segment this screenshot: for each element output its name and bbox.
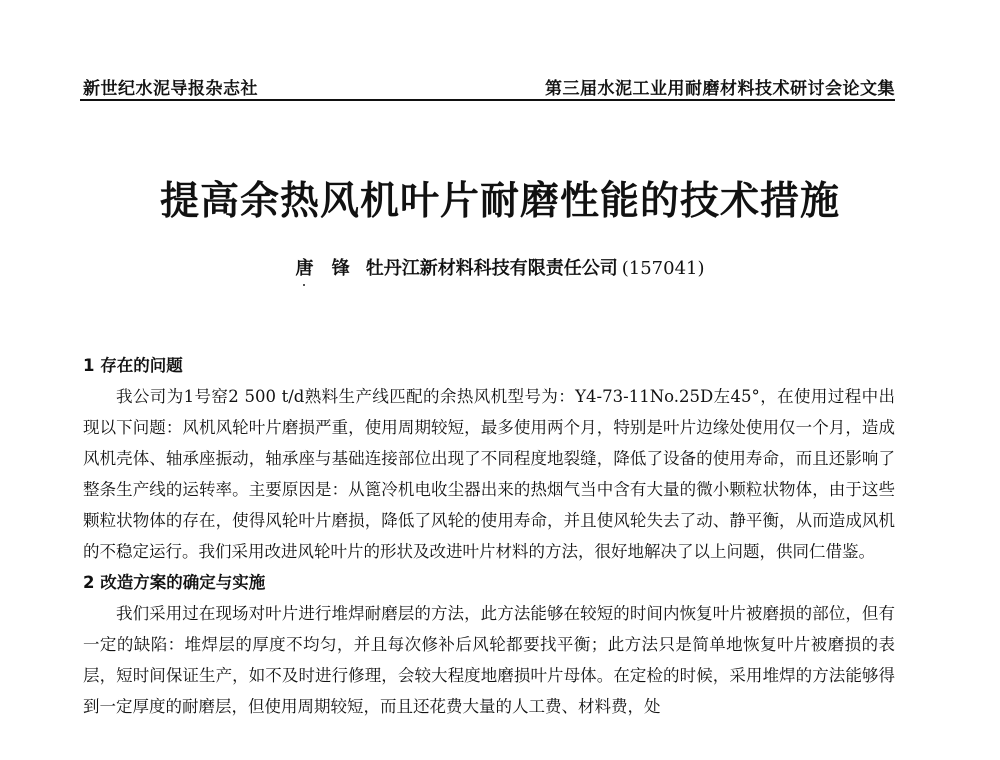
postal-code: (157041) (621, 258, 705, 279)
section-heading-problems: 1 存在的问题 (83, 356, 183, 375)
running-header-publisher: 新世纪水泥导报杂志社 (83, 79, 258, 99)
author-affiliation: 牡丹江新材料科技有限责任公司 (365, 258, 618, 279)
section-paragraph: 我们采用过在现场对叶片进行堆焊耐磨层的方法，此方法能够在较短的时间内恢复叶片被磨损的部位，但有一定的缺陷：堆焊层的厚度不均匀，并且每次修补后风轮都要找平衡；此方法只是简单地恢复叶片被磨损的表层，短时间保证生产，如不及时进行修理，会较大程度地磨损叶片母体。在定检的时候，采用堆焊的方法能够得到一定厚度的耐磨层，但使用周期较短，而且还花费大量的人工费、材料费，处 (83, 604, 895, 716)
paper-title: 提高余热风机叶片耐磨性能的技术措施 (159, 178, 840, 224)
author-line (0, 254, 1000, 280)
author-name: 唐 锋 (295, 258, 356, 279)
running-header-proceedings: 第三届水泥工业用耐磨材料技术研讨会论文集 (545, 79, 895, 99)
header-rule (80, 99, 895, 101)
scan-speck (303, 284, 305, 286)
section-paragraph: 我公司为1号窑2 500 t/d熟料生产线匹配的余热风机型号为：Y4-73-11No.25D左45°，在使用过程中出现以下问题：风机风轮叶片磨损严重，使用周期较短，最多使用两个月，特别是叶片边缘处使用仅一个月，造成风机壳体、轴承座振动，轴承座与基础连接部位出现了不同程度地裂缝，降低了设备的使用寿命，而且还影响了整条生产线的运转率。主要原因是：从篦冷机电收尘器出来的热烟气当中含有大量的微小颗粒状物体，由于这些颗粒状物体的存在，使得风轮叶片磨损，降低了风轮的使用寿命，并且使风轮失去了动、静平衡，从而造成风机的不稳定运行。我们采用改进风轮叶片的形状及改进叶片材料的方法，很好地解决了以上问题，供同仁借鉴。 (83, 387, 895, 561)
paper-body (83, 350, 895, 722)
section-heading-solution: 2 改造方案的确定与实施 (83, 573, 266, 592)
